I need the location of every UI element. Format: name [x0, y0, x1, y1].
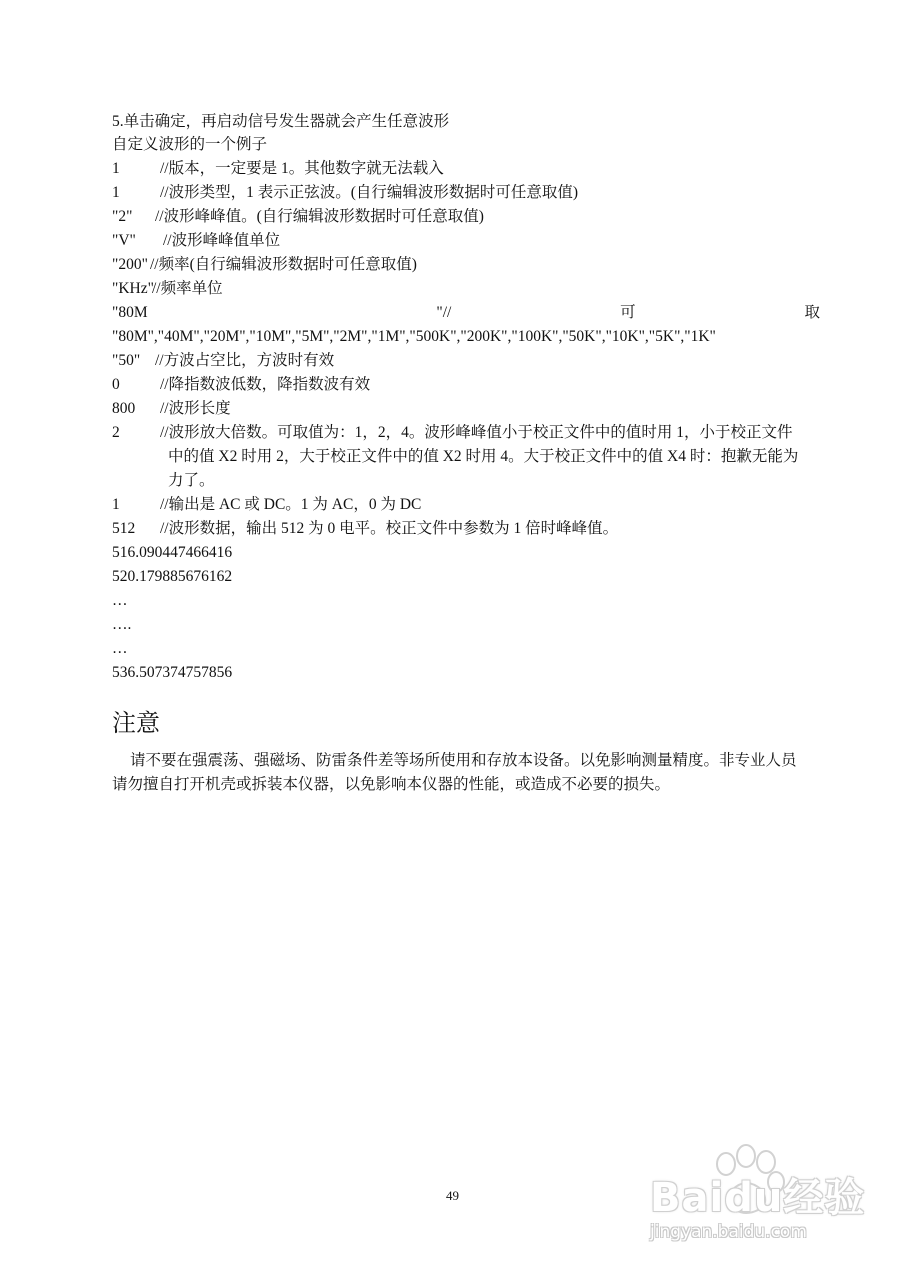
row-vpp-desc: //波形峰峰值。(自行编辑波形数据时可任意取值) [155, 208, 484, 225]
freq-options-values: "80M","40M","20M","10M","5M","2M","1M","500K","200K","100K","50K","10K","5K","1K" [112, 328, 716, 345]
row-amp-line-3: 力了。 [168, 472, 215, 489]
row-type-desc: //波形类型，1 表示正弦波。(自行编辑波形数据时可任意取值) [160, 184, 579, 201]
row-freq-desc: //频率(自行编辑波形数据时可任意取值) [150, 256, 417, 273]
row-length-desc: //波形长度 [160, 400, 231, 417]
row-vpp-key: "2" [112, 208, 133, 225]
row-acdc-key: 1 [112, 496, 120, 513]
row-freq-unit-key: "KHz" [112, 280, 154, 297]
freq-options-row [112, 303, 820, 323]
row-amp-line-1: //波形放大倍数。可取值为：1，2，4。波形峰峰值小于校正文件中的值时用 1，小于校正文件 [160, 424, 793, 441]
row-version-key: 1 [112, 160, 120, 177]
notice-line-2: 请勿擅自打开机壳或拆装本仪器，以免影响本仪器的性能，或造成不必要的损失。 [112, 776, 671, 793]
row-data-key: 512 [112, 520, 136, 537]
data-ellipsis-3: … [112, 640, 128, 657]
data-value-2: 520.179885676162 [112, 568, 233, 585]
notice-line-1: 请不要在强震荡、强磁场、防雷条件差等场所使用和存放本设备。以免影响测量精度。非专业人员 [130, 752, 797, 769]
row-vpp-unit-desc: //波形峰峰值单位 [163, 232, 281, 249]
row-version-desc: //版本，一定要是 1。其他数字就无法载入 [160, 160, 444, 177]
row-type-key: 1 [112, 184, 120, 201]
watermark-url: jingyan.baidu.com [650, 1222, 807, 1242]
example-title: 自定义波形的一个例子 [112, 136, 268, 153]
row-exp-desc: //降指数波低数，降指数波有效 [160, 376, 371, 393]
row-duty-key: "50" [112, 352, 141, 369]
page-number: 49 [446, 1188, 459, 1203]
step-5-text: 5.单击确定，再启动信号发生器就会产生任意波形 [112, 113, 450, 130]
row-duty-desc: //方波占空比，方波时有效 [155, 352, 335, 369]
data-value-last: 536.507374757856 [112, 664, 233, 681]
data-ellipsis-2: …. [112, 616, 132, 633]
data-ellipsis-1: … [112, 592, 128, 609]
data-value-1: 516.090447466416 [112, 544, 233, 561]
watermark-brand: Baidu经验 [650, 1175, 866, 1221]
notice-heading: 注意 [112, 709, 160, 737]
row-vpp-unit-key: "V" [112, 232, 136, 249]
row-freq-unit-desc: //频率单位 [152, 280, 223, 297]
freq-options-part-3: 可 [620, 304, 636, 321]
row-exp-key: 0 [112, 376, 120, 393]
freq-options-part-1: "80M [112, 304, 148, 321]
row-amp-line-2: 中的值 X2 时用 2，大于校正文件中的值 X2 时用 4。大于校正文件中的值 X4 时：抱歉无能为 [168, 448, 799, 465]
freq-options-part-4: 取 [804, 304, 820, 321]
row-acdc-desc: //输出是 AC 或 DC。1 为 AC，0 为 DC [160, 496, 422, 513]
row-length-key: 800 [112, 400, 136, 417]
row-data-desc: //波形数据，输出 512 为 0 电平。校正文件中参数为 1 倍时峰峰值。 [160, 520, 619, 537]
freq-options-part-2: "// [436, 304, 452, 321]
row-freq-key: "200" [112, 256, 148, 273]
row-amp-key: 2 [112, 424, 120, 441]
